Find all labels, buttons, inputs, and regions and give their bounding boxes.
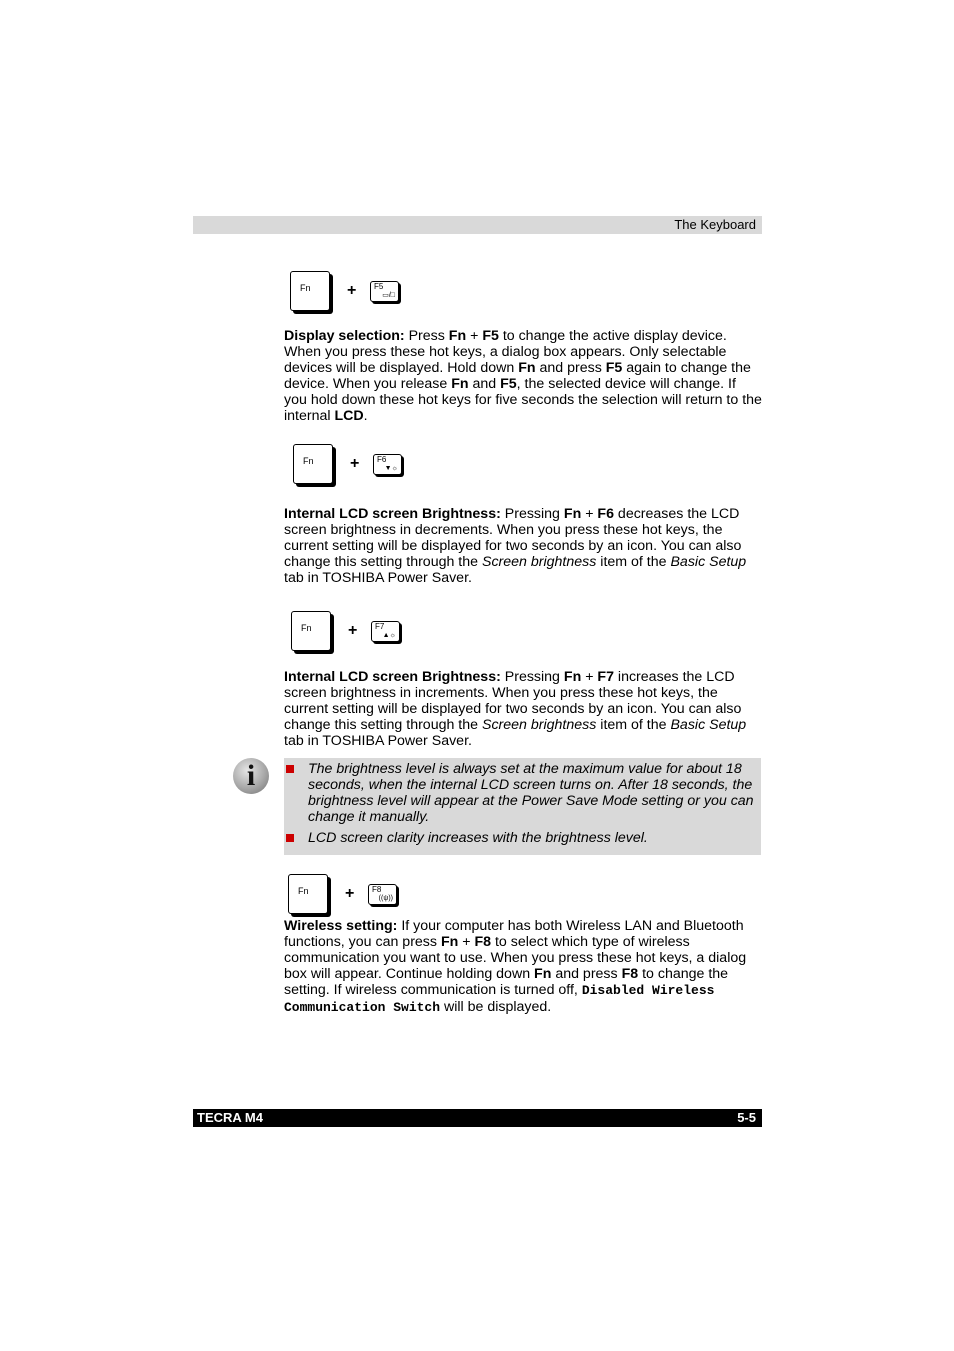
running-footer: [193, 1109, 762, 1127]
bullet-icon: [286, 765, 294, 773]
fn-key-icon: Fn: [290, 271, 330, 311]
note-item: LCD screen clarity increases with the brightness level.: [284, 830, 761, 848]
fn-key-icon: Fn: [293, 444, 333, 484]
brightness-down-paragraph: Internal LCD screen Brightness: Pressing Fn + F6 decreases the LCD screen brightness in decrements. When you press these hot keys, the current setting will be displayed for two seconds by an icon. You can also change this setting through the Screen brightness item of the Basic Setup tab in TOSHIBA Power Saver.: [284, 506, 747, 586]
fn-key-icon: Fn: [288, 874, 328, 914]
bullet-icon: [286, 834, 294, 842]
plus-sign: +: [347, 282, 357, 299]
plus-sign: +: [345, 885, 355, 902]
plus-sign: +: [348, 622, 358, 639]
note-box: [284, 758, 761, 855]
f7-key-icon: F7 ▲☼: [371, 621, 400, 642]
f5-key-icon: F5 ▭/□: [370, 281, 399, 302]
page-number: 5-5: [737, 1110, 756, 1125]
plus-sign: +: [350, 455, 360, 472]
brightness-up-paragraph: Internal LCD screen Brightness: Pressing Fn + F7 increases the LCD screen brightness in increments. When you press these hot keys, the current setting will be displayed for two seconds by an icon. You can also change this setting through the Screen brightness item of the Basic Setup tab in TOSHIBA Power Saver.: [284, 669, 747, 749]
status-message: Disabled Wireless Communication Switch: [284, 983, 715, 1015]
info-icon: i: [233, 758, 269, 794]
fn-key-icon: Fn: [291, 611, 331, 651]
note-item: The brightness level is always set at the maximum value for about 18 seconds, when the internal LCD screen turns on. After 18 seconds, the brightness level will appear at the Power Save Mode setting or you can change it manually.: [284, 761, 761, 827]
product-name: TECRA M4: [197, 1110, 263, 1125]
f8-key-icon: F8 ((ψ)): [368, 884, 397, 905]
display-selection-paragraph: Display selection: Press Fn + F5 to change the active display device. When you press these hot keys, a dialog box appears. Only selectable devices will be displayed. Hold down Fn and press F5 again to change the device. When you release Fn and F5, the selected device will change. If you hold down these hot keys for five seconds the selection will return to the internal LCD.: [284, 328, 762, 424]
f6-key-icon: F6 ▼☼: [373, 454, 402, 475]
running-header: [193, 216, 762, 234]
wireless-setting-paragraph: Wireless setting: If your computer has both Wireless LAN and Bluetooth functions, you can press Fn + F8 to select which type of wireless communication you want to use. When you press these hot keys, a dialog box will appear. Continue holding down Fn and press F8 to change the setting. If wireless communication is turned off, Disabled Wireless Communication Switch will be displayed.: [284, 918, 747, 1015]
header-title: The Keyboard: [674, 217, 756, 232]
